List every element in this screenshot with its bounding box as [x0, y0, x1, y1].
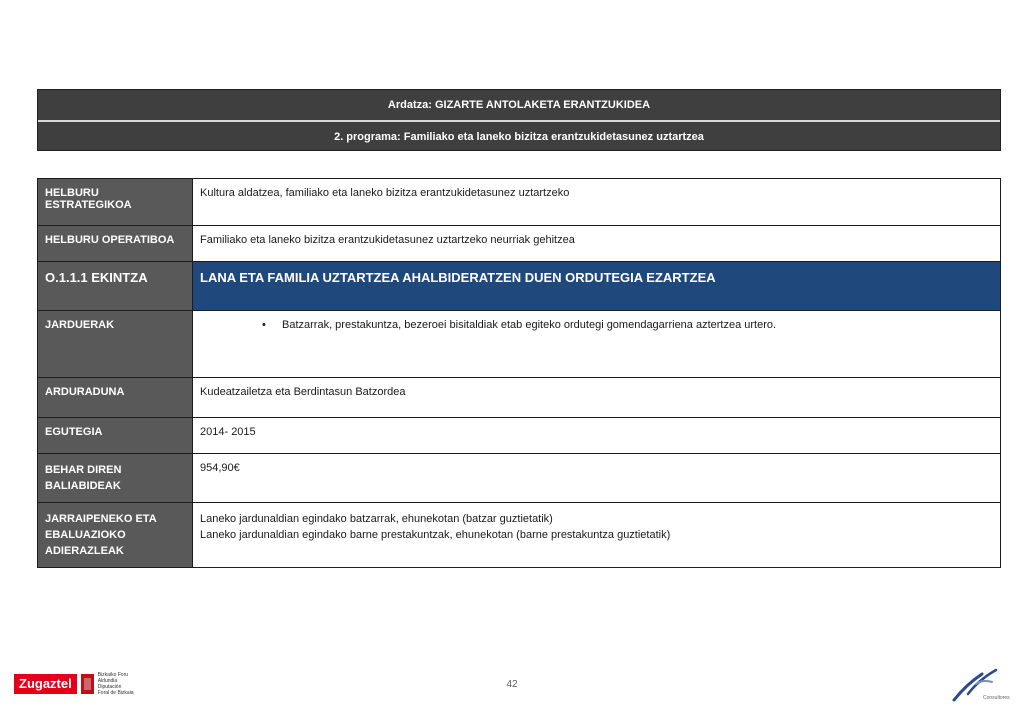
label-baliabideak [38, 454, 193, 503]
axis-title: Ardatza: GIZARTE ANTOLAKETA ERANTZUKIDEA [387, 99, 651, 111]
value-baliabideak: 954,90€ [193, 454, 1001, 503]
value-ekintza: LANA ETA FAMILIA UZTARTZEA AHALBIDERATZEN DUEN ORDUTEGIA EZARTZEA [193, 262, 1001, 311]
label-line: ADIERAZLEAK [45, 545, 124, 557]
program-header [37, 89, 1001, 151]
value-adierazleak [193, 503, 1001, 568]
zugaztel-wordmark: Zugaztel [14, 674, 77, 694]
label-arduraduna: ARDURADUNA [38, 378, 193, 418]
label-helburu-operatiboa: HELBURU OPERATIBOA [38, 226, 193, 262]
label-adierazleak [38, 503, 193, 568]
page-number: 42 [506, 679, 518, 690]
indicator-line: Laneko jardunaldian egindako batzarrak, ehunekotan (batzar guztietatik) [200, 513, 553, 525]
label-jarduerak: JARDUERAK [38, 311, 193, 378]
indicator-line: Laneko jardunaldian egindako barne prestakuntzak, ehunekotan (barne prestakuntza guztietatik) [200, 529, 671, 541]
label-line: BALIABIDEAK [45, 480, 121, 492]
row-baliabideak [38, 454, 1001, 503]
label-line: BEHAR DIREN [45, 464, 122, 476]
consultancy-logo-caption: Consultores [983, 695, 1010, 701]
label-egutegia: EGUTEGIA [38, 418, 193, 454]
value-helburu-estrategikoa: Kultura aldatzea, familiako eta laneko bizitza erantzukidetasunez uztartzeko [193, 179, 1001, 226]
label-ekintza: O.1.1.1 EKINTZA [38, 262, 193, 311]
value-jarduerak [193, 311, 1001, 378]
jarduerak-list [200, 319, 993, 331]
label-line: EBALUAZIOKO [45, 529, 126, 541]
value-egutegia: 2014- 2015 [193, 418, 1001, 454]
row-egutegia [38, 418, 1001, 454]
row-helburu-estrategikoa [38, 179, 1001, 226]
row-helburu-operatiboa [38, 226, 1001, 262]
label-line: JARRAIPENEKO ETA [45, 513, 157, 525]
row-arduraduna [38, 378, 1001, 418]
label-helburu-estrategikoa: HELBURU ESTRATEGIKOA [38, 179, 193, 226]
list-item: • Batzarrak, prestakuntza, bezeroei bisitaldiak etab egiteko ordutegi gomendagarriena aztertzea urtero. [262, 319, 993, 331]
value-arduraduna: Kudeatzailetza eta Berdintasun Batzordea [193, 378, 1001, 418]
row-jarduerak [38, 311, 1001, 378]
action-table [37, 178, 1001, 568]
consultancy-logo-icon [948, 664, 1004, 709]
program-title: 2. programa: Familiako eta laneko bizitza erantzukidetasunez uztartzea [334, 131, 704, 143]
row-adierazleak [38, 503, 1001, 568]
value-helburu-operatiboa: Familiako eta laneko bizitza erantzukidetasunez uztartzeko neurriak gehitzea [193, 226, 1001, 262]
row-ekintza [38, 262, 1001, 311]
bizkaia-logo-text: Bizkaiko Foru Aldundia Diputación Foral de Bizkaia [97, 672, 134, 696]
